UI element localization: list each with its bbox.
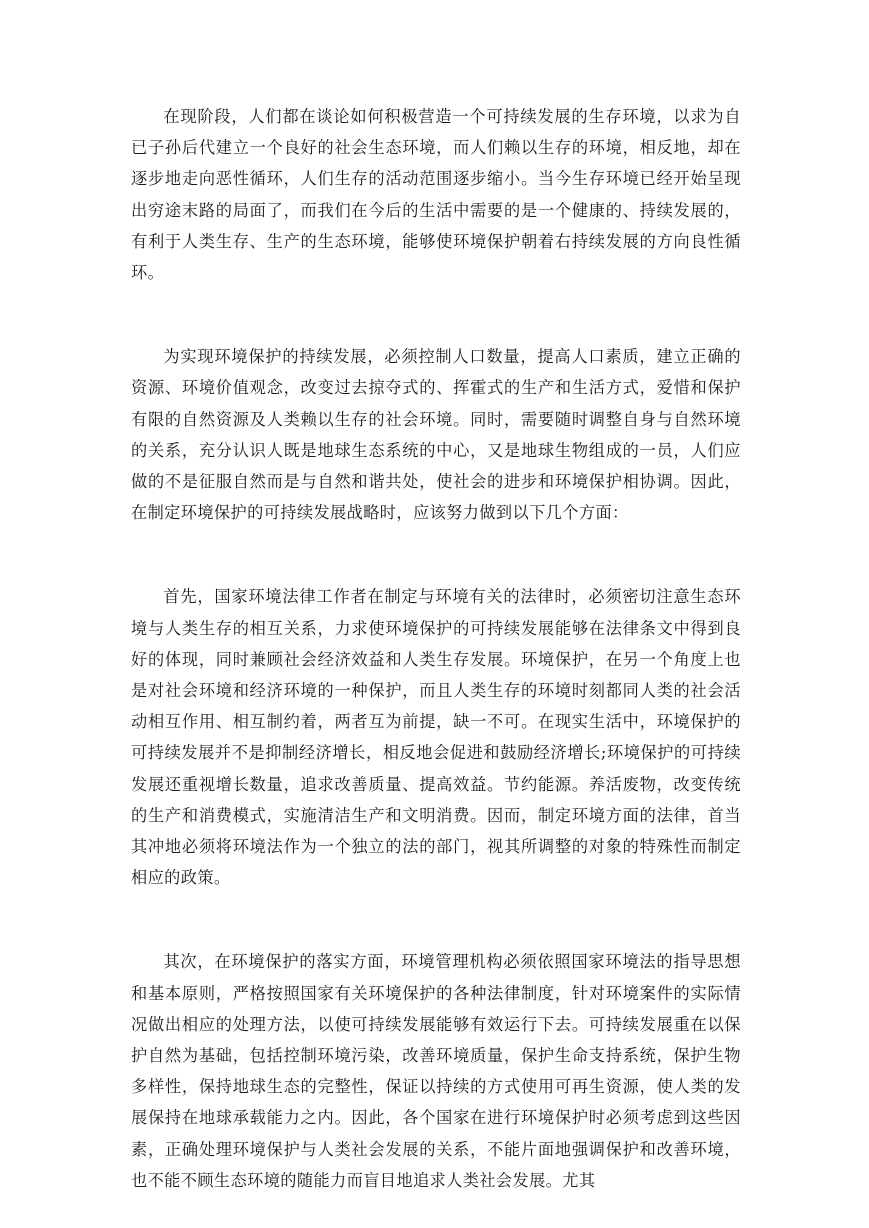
paragraph-4: 其次，在环境保护的落实方面，环境管理机构必须依照国家环境法的指导思想和基本原则，严格按照国家有关环境保护的各种法律制度，针对环境案件的实际情况做出相应的处理方法，以使可持续发展能够有效运行下去。可持续发展重在以保护自然为基础，包括控制环境污染，改善环境质量，保护生命支持系统，保护生物多样性，保持地球生态的完整性，保证以持续的方式使用可再生资源，使人类的发展保持在地球承载能力之内。因此，各个国家在进行环境保护时必须考虑到这些因素，正确处理环境保护与人类社会发展的关系，不能片面地强调保护和改善环境，也不能不顾生态环境的随能力而盲目地追求人类社会发展。尤其	[131, 952, 741, 1190]
document-body	[131, 101, 741, 1196]
paragraph-gap	[131, 288, 741, 341]
paragraph-gap	[131, 893, 741, 946]
paragraph-gap	[131, 528, 741, 581]
paragraph-2: 为实现环境保护的持续发展，必须控制人口数量，提高人口素质，建立正确的资源、环境价值观念，改变过去掠夺式的、挥霍式的生产和生活方式，爱惜和保护有限的自然资源及人类赖以生存的社会环境。同时，需要随时调整自身与自然环境的关系，充分认识人既是地球生态系统的中心，又是地球生物组成的一员，人们应做的不是征服自然而是与自然和谐共处，使社会的进步和环境保护相协调。因此，在制定环境保护的可持续发展战略时，应该努力做到以下几个方面：	[131, 347, 741, 523]
paragraph-1: 在现阶段，人们都在谈论如何积极营造一个可持续发展的生存环境，以求为自已子孙后代建立一个良好的社会生态环境，而人们赖以生存的环境，相反地，却在逐步地走向恶性循环，人们生存的活动范围逐步缩小。当今生存环境已经开始呈现出穷途末路的局面了，而我们在今后的生活中需要的是一个健康的、持续发展的，有利于人类生存、生产的生态环境，能够使环境保护朝着右持续发展的方向良性循环。	[131, 107, 741, 283]
paragraph-3: 首先，国家环境法律工作者在制定与环境有关的法律时，必须密切注意生态环境与人类生存的相互关系，力求使环境保护的可持续发展能够在法律条文中得到良好的体现，同时兼顾社会经济效益和人类生存发展。环境保护，在另一个角度上也是对社会环境和经济环境的一种保护，而且人类生存的环境时刻都同人类的社会活动相互作用、相互制约着，两者互为前提，缺一不可。在现实生活中，环境保护的可持续发展并不是抑制经济增长，相反地会促进和鼓励经济增长;环境保护的可持续发展还重视增长数量，追求改善质量、提高效益。节约能源。养活废物，改变传统的生产和消费模式，实施清洁生产和文明消费。因而，制定环境方面的法律，首当其冲地必须将环境法作为一个独立的法的部门，视其所调整的对象的特殊性而制定相应的政策。	[131, 587, 741, 888]
